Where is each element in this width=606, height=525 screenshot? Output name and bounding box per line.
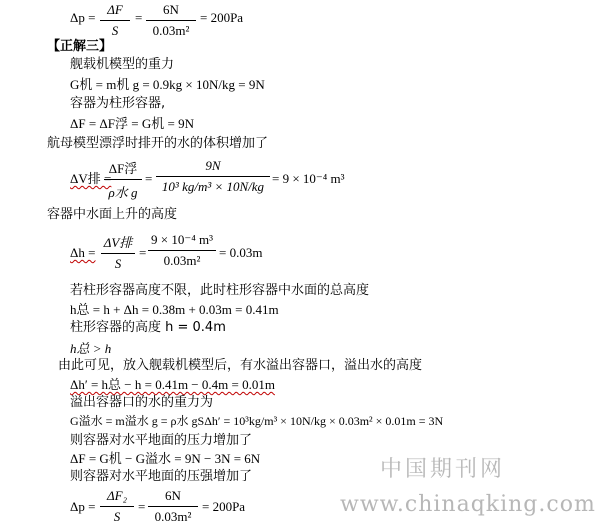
text-cylinder: 容器为柱形容器, bbox=[70, 96, 166, 111]
eq-bot-frac-2-den: 0.03m² bbox=[148, 506, 198, 525]
eq-dh-frac-2 bbox=[148, 232, 216, 269]
eq-bot-frac-1 bbox=[100, 488, 134, 525]
eq-dh-frac-1-den: S bbox=[101, 253, 135, 272]
section-heading: 【正解三】 bbox=[47, 39, 113, 54]
eq-dv-result: = 9 × 10⁻⁴ m³ bbox=[272, 171, 345, 186]
eq-total-height: h总 = h + Δh = 0.38m + 0.03m = 0.41m bbox=[70, 302, 279, 317]
eq-dv-frac-1 bbox=[104, 158, 142, 201]
eq-bot-frac-2 bbox=[148, 488, 198, 525]
eq-dv-equals: = bbox=[145, 171, 153, 186]
eq-dh-frac-1-num: ΔV排 bbox=[103, 235, 133, 250]
text-volume: 航母模型漂浮时排开的水的体积增加了 bbox=[47, 136, 269, 151]
watermark-url: www.chinaqking.com bbox=[340, 492, 596, 517]
text-pressure-force: 则容器对水平地面的压力增加了 bbox=[70, 433, 253, 448]
eq-bot-equals: = bbox=[138, 499, 146, 514]
eq-top-frac-1-den: S bbox=[100, 20, 130, 39]
eq-dh-lhs: Δh = bbox=[70, 245, 96, 260]
text-unlimited-height: 若柱形容器高度不限，此时柱形容器中水面的总高度 bbox=[70, 283, 370, 298]
eq-overflow-weight: G溢水 = m溢水 g = ρ水 gSΔh′ = 10³kg/m³ × 10N/kg × 0.03m² × 0.01m = 3N bbox=[70, 414, 444, 428]
eq-dv-frac-2-den: 10³ kg/m³ × 10N/kg bbox=[156, 176, 270, 195]
eq-dh-equals: = bbox=[139, 245, 147, 260]
eq-force-increase: ΔF = G机 − G溢水 = 9N − 3N = 6N bbox=[70, 451, 261, 466]
eq-dv-frac-1-num: ΔF浮 bbox=[108, 161, 138, 176]
eq-top-result: = 200Pa bbox=[200, 10, 244, 25]
eq-bot-lhs: Δp = bbox=[70, 499, 96, 514]
eq-top-frac-1-num: ΔF bbox=[107, 2, 123, 17]
eq-top-lhs: Δp = bbox=[70, 10, 96, 25]
eq-dv-frac-2-num: 9N bbox=[205, 158, 221, 173]
eq-bot-result: = 200Pa bbox=[202, 499, 246, 514]
eq-delta-f: ΔF = ΔF浮 = G机 = 9N bbox=[70, 116, 194, 131]
eq-bot-frac-2-num: 6N bbox=[165, 488, 181, 503]
eq-dv-lhs: ΔV排 = bbox=[70, 171, 112, 186]
eq-top-frac-2-den: 0.03m² bbox=[146, 20, 196, 39]
eq-top-frac-2-num: 6N bbox=[163, 2, 179, 17]
eq-model-weight: G机 = m机 g = 0.9kg × 10N/kg = 9N bbox=[70, 77, 265, 92]
eq-dh-frac-2-den: 0.03m² bbox=[148, 250, 216, 269]
text-container-height: 柱形容器的高度 h = 0.4m bbox=[70, 320, 226, 335]
eq-dv-frac-1-den: ρ水 g bbox=[104, 179, 142, 201]
text-overflow-weight: 溢出容器口的水的重力为 bbox=[70, 395, 214, 410]
eq-dh-frac-2-num: 9 × 10⁻⁴ m³ bbox=[151, 232, 213, 247]
eq-overflow-height: Δh′ = h总 − h = 0.41m − 0.4m = 0.01m bbox=[70, 377, 275, 392]
eq-dv-frac-2 bbox=[156, 158, 270, 195]
eq-bot-frac-1-num: ΔF₂ bbox=[106, 488, 128, 503]
text-pressure: 则容器对水平地面的压强增加了 bbox=[70, 469, 253, 484]
eq-compare: h总 > h bbox=[70, 341, 112, 356]
text-height-rise: 容器中水面上升的高度 bbox=[47, 207, 178, 222]
eq-top-frac-1 bbox=[100, 2, 130, 39]
text-model-weight: 舰载机模型的重力 bbox=[70, 57, 175, 72]
eq-top-frac-2 bbox=[146, 2, 196, 39]
eq-dh-result: = 0.03m bbox=[219, 245, 263, 260]
eq-dh-frac-1 bbox=[101, 232, 135, 272]
eq-bot-frac-1-den: S bbox=[100, 506, 134, 525]
watermark-cn: 中国期刊网 bbox=[380, 457, 506, 482]
eq-top-equals: = bbox=[135, 10, 143, 25]
text-overflow: 由此可见，放入舰载机模型后，有水溢出容器口，溢出水的高度 bbox=[58, 358, 423, 373]
